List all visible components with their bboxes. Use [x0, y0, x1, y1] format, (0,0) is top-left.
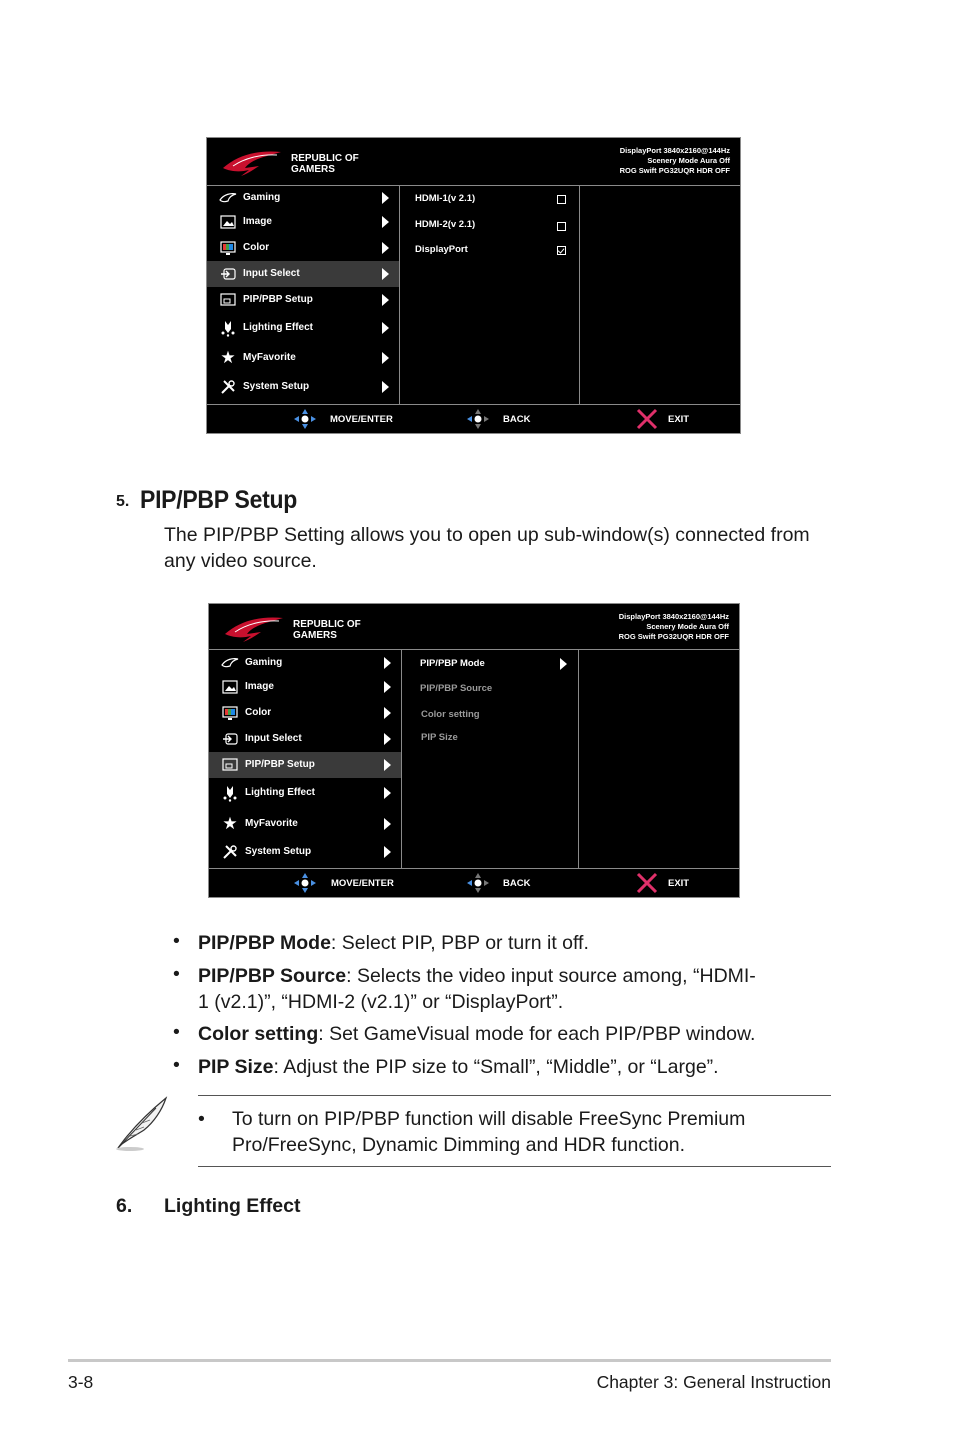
divider — [401, 650, 402, 869]
joystick-back-icon — [466, 408, 490, 430]
menu-item-system-setup[interactable] — [207, 374, 399, 400]
menu-item-pip-pbp[interactable] — [209, 752, 401, 778]
osd-input-select — [206, 137, 741, 434]
chevron-right-icon — [384, 818, 391, 830]
status-info — [619, 612, 729, 642]
menu-label: Image — [245, 681, 274, 692]
menu-item-image[interactable] — [207, 209, 399, 235]
menu-item-myfavorite[interactable] — [209, 811, 401, 837]
bullet-dot: • — [173, 963, 180, 985]
image-icon — [219, 213, 237, 231]
image-icon — [221, 678, 239, 696]
bullet-term: PIP/PBP Mode — [198, 932, 331, 954]
submenu-item-pip-pbp-mode[interactable]: PIP/PBP Mode — [420, 658, 485, 669]
note-bottom-rule — [198, 1166, 831, 1167]
lighting-icon — [221, 784, 239, 802]
checkbox-hdmi2[interactable] — [557, 222, 566, 231]
pip-icon — [219, 291, 237, 309]
input-icon — [221, 730, 239, 748]
submenu-item-hdmi1[interactable]: HDMI-1(v 2.1) — [415, 193, 476, 204]
rog-logo — [219, 146, 389, 178]
logo-line1: REPUBLIC OF — [293, 619, 361, 630]
menu-label: System Setup — [243, 381, 310, 392]
logo-line2: GAMERS — [291, 164, 335, 175]
bullet-pip-size — [198, 1054, 838, 1080]
bullet-text: : Select PIP, PBP or turn it off. — [330, 932, 589, 954]
chevron-right-icon — [384, 733, 391, 745]
joystick-back-icon — [466, 872, 490, 894]
exit-x-icon — [635, 408, 659, 430]
joystick-move-icon — [293, 872, 317, 894]
chevron-right-icon — [382, 268, 389, 280]
status-line: Scenery Mode Aura Off — [647, 156, 730, 165]
chevron-right-icon — [382, 352, 389, 364]
menu-label: Gaming — [245, 657, 283, 668]
logo-line1: REPUBLIC OF — [291, 153, 359, 164]
footer-exit-label: EXIT — [668, 878, 690, 889]
menu-item-lighting[interactable] — [207, 315, 399, 341]
menu-label: PIP/PBP Setup — [245, 759, 315, 770]
menu-label: Gaming — [243, 192, 281, 203]
bullet-dot: • — [173, 1054, 180, 1076]
chevron-right-icon — [382, 294, 389, 306]
chevron-right-icon — [382, 322, 389, 334]
chevron-right-icon — [384, 846, 391, 858]
submenu-item-hdmi2[interactable]: HDMI-2(v 2.1) — [415, 219, 476, 230]
chevron-right-icon — [382, 192, 389, 204]
menu-item-myfavorite[interactable] — [207, 345, 399, 371]
logo-line2: GAMERS — [293, 630, 337, 641]
menu-item-input-select[interactable] — [207, 261, 399, 287]
footer-rule — [68, 1359, 831, 1362]
status-line: Scenery Mode Aura Off — [646, 622, 729, 631]
chevron-right-icon — [382, 381, 389, 393]
divider — [579, 185, 580, 404]
bullet-pip-pbp-source — [198, 963, 758, 1015]
chevron-right-icon — [384, 681, 391, 693]
submenu-item-pip-size[interactable]: PIP Size — [421, 732, 458, 743]
menu-item-color[interactable] — [207, 235, 399, 261]
bullet-term: PIP Size — [198, 1056, 274, 1078]
menu-item-image[interactable] — [209, 674, 401, 700]
menu-item-input-select[interactable] — [209, 726, 401, 752]
note-top-rule — [198, 1095, 831, 1096]
osd-header — [209, 604, 739, 650]
menu-label: MyFavorite — [245, 818, 298, 829]
footer-move-label: MOVE/ENTER — [330, 414, 393, 425]
bullet-text: : Set GameVisual mode for each PIP/PBP window. — [318, 1023, 756, 1045]
rog-logo — [221, 612, 391, 644]
chevron-right-icon — [384, 759, 391, 771]
pip-icon — [221, 756, 239, 774]
bullet-term: PIP/PBP Source — [198, 965, 347, 987]
menu-item-lighting[interactable] — [209, 780, 401, 806]
exit-x-icon — [635, 872, 659, 894]
menu-label: Image — [243, 216, 272, 227]
section-number: 6. — [116, 1195, 133, 1217]
note-text: To turn on PIP/PBP function will disable FreeSync Premium Pro/FreeSync, Dynamic Dimming and HDR function. — [232, 1108, 746, 1156]
menu-item-pip-pbp[interactable] — [207, 287, 399, 313]
checkbox-hdmi1[interactable] — [557, 195, 566, 204]
status-line: DisplayPort 3840x2160@144Hz — [619, 146, 730, 155]
menu-label: MyFavorite — [243, 352, 296, 363]
star-icon: ★ — [220, 348, 236, 367]
menu-item-color[interactable] — [209, 700, 401, 726]
divider — [399, 185, 400, 404]
menu-label: Lighting Effect — [243, 322, 313, 333]
bullet-text: : Selects the video input source among, “HDMI-1 (v2.1)”, “HDMI-2 (v2.1)” or “DisplayPort”. — [198, 965, 756, 1013]
footer-back-label: BACK — [503, 414, 531, 425]
osd-header — [207, 138, 740, 186]
section-intro: The PIP/PBP Setting allows you to open up sub-window(s) connected from any video source. — [164, 524, 810, 572]
osd-footer — [207, 404, 740, 433]
submenu-item-pip-pbp-source[interactable]: PIP/PBP Source — [420, 683, 493, 694]
chevron-right-icon — [382, 242, 389, 254]
section-number: 5. — [116, 493, 130, 510]
bullet-color-setting — [198, 1021, 838, 1047]
note-bullet: • — [198, 1108, 205, 1130]
chevron-right-icon — [384, 707, 391, 719]
status-info — [620, 146, 730, 176]
checkbox-displayport[interactable] — [557, 246, 566, 255]
menu-label: System Setup — [245, 846, 312, 857]
bullet-term: Color setting — [198, 1023, 319, 1045]
lighting-icon — [219, 319, 237, 337]
menu-label: Color — [243, 242, 270, 253]
bullet-pip-pbp-mode — [198, 930, 838, 956]
menu-item-system-setup[interactable] — [209, 839, 401, 865]
bullet-dot: • — [173, 930, 180, 952]
footer-move-label: MOVE/ENTER — [331, 878, 394, 889]
footer-back-label: BACK — [503, 878, 531, 889]
tools-icon — [219, 378, 237, 396]
chevron-right-icon — [382, 216, 389, 228]
star-icon: ★ — [222, 814, 238, 833]
color-icon — [219, 239, 237, 257]
menu-label: Color — [245, 707, 272, 718]
feather-note-icon — [110, 1094, 172, 1152]
chapter-title: Chapter 3: General Instruction — [596, 1372, 831, 1392]
rog-eye-icon — [221, 654, 239, 672]
submenu-item-color-setting[interactable]: Color setting — [421, 709, 480, 720]
bullet-text: : Adjust the PIP size to “Small”, “Middle”, or “Large”. — [273, 1056, 719, 1078]
submenu-item-displayport[interactable]: DisplayPort — [415, 244, 468, 255]
joystick-move-icon — [293, 408, 317, 430]
section-title: PIP/PBP Setup — [140, 486, 298, 514]
status-line: ROG Swift PG32UQR HDR OFF — [619, 166, 730, 175]
status-line: ROG Swift PG32UQR HDR OFF — [618, 632, 729, 641]
osd-pip-pbp-setup — [208, 603, 740, 898]
menu-label: Lighting Effect — [245, 787, 315, 798]
menu-label: Input Select — [243, 268, 300, 279]
section-title: Lighting Effect — [164, 1195, 301, 1217]
menu-item-gaming[interactable] — [209, 650, 401, 676]
bullet-dot: • — [173, 1021, 180, 1043]
rog-eye-icon — [219, 189, 237, 207]
color-icon — [221, 704, 239, 722]
chevron-right-icon — [384, 657, 391, 669]
input-icon — [219, 265, 237, 283]
tools-icon — [221, 843, 239, 861]
menu-label: PIP/PBP Setup — [243, 294, 313, 305]
chevron-right-icon — [560, 658, 567, 670]
menu-label: Input Select — [245, 733, 302, 744]
status-line: DisplayPort 3840x2160@144Hz — [618, 612, 729, 621]
menu-item-gaming[interactable] — [207, 185, 399, 211]
page-number: 3-8 — [68, 1372, 94, 1392]
divider — [578, 650, 579, 869]
osd-footer — [209, 868, 739, 897]
footer-exit-label: EXIT — [668, 414, 690, 425]
chevron-right-icon — [384, 787, 391, 799]
